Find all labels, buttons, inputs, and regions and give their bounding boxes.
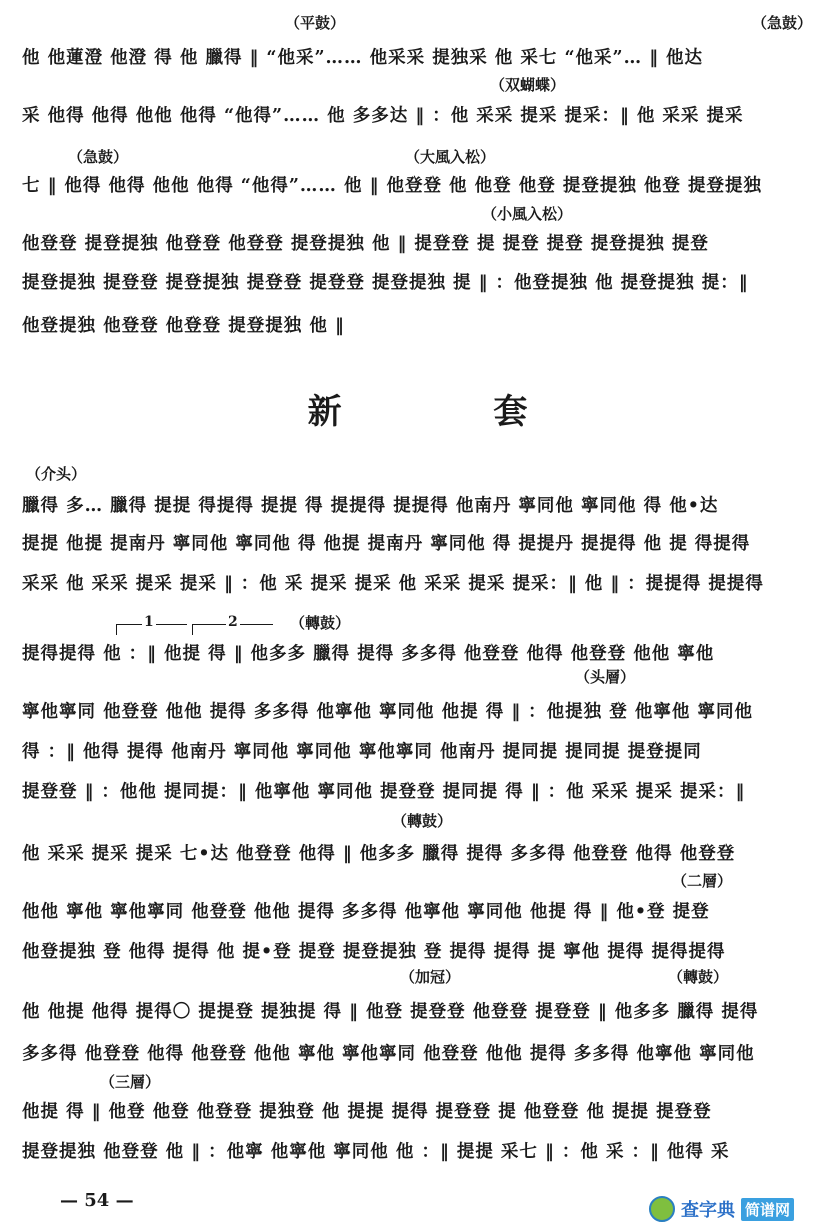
annotation-zhuangu: （轉鼓） xyxy=(290,614,351,632)
section-title: 新 套 xyxy=(307,392,598,432)
notation-line: 提得提得 他 ：‖ 他提 得 ‖ 他多多 臘得 提得 多多得 他登登 他得 他登登 他他 寧他 xyxy=(22,644,715,664)
notation-line: 他 他蓮澄 他澄 得 他 臘得 ‖ “他采”…… 他采采 提独采 他 采七 “他采”… ‖ 他达 xyxy=(22,48,704,68)
annotation-jietou: （介头） xyxy=(26,465,87,483)
annotation-toupu: （头層） xyxy=(575,668,636,686)
notation-line: 他提 得 ‖ 他登 他登 他登登 提独登 他 提提 提得 提登登 提 他登登 他 提提 提登登 xyxy=(22,1102,712,1122)
notation-line: 提登提独 他登登 他 ‖ ：他寧 他寧他 寧同他 他 ：‖ 提提 采七 ‖ ：他 采 ：‖ 他得 采 xyxy=(22,1142,730,1162)
notation-line: 得 ：‖ 他得 提得 他南丹 寧同他 寧同他 寧他寧同 他南丹 提同提 提同提 提登提同 xyxy=(22,742,702,762)
annotation-sanpu: （三層） xyxy=(100,1073,161,1091)
watermark-brand: 查字典 xyxy=(681,1200,735,1221)
annotation-jigu: （急鼓） xyxy=(752,14,813,32)
notation-line: 他登登 提登提独 他登登 他登登 提登提独 他 ‖ 提登登 提 提登 提登 提登提独 提登 xyxy=(22,234,709,254)
annotation-jiaguan: （加冠） xyxy=(400,968,461,986)
notation-line: 提登登 ‖ ：他他 提同提：‖ 他寧他 寧同他 提登登 提同提 得 ‖ ：他 采采 提采 提采：‖ xyxy=(22,782,746,802)
annotation-jigu: （急鼓） xyxy=(68,148,129,166)
volta-label-1: 1 xyxy=(144,614,154,630)
notation-line: 多多得 他登登 他得 他登登 他他 寧他 寧他寧同 他登登 他他 提得 多多得 他寧他 寧同他 xyxy=(22,1044,755,1064)
notation-line: 臘得 多… 臘得 提提 得提得 提提 得 提提得 提提得 他南丹 寧同他 寧同他 得 他•达 xyxy=(22,496,719,516)
watermark xyxy=(649,1196,829,1222)
notation-line: 提提 他提 提南丹 寧同他 寧同他 得 他提 提南丹 寧同他 得 提提丹 提提得 他 提 得提得 xyxy=(22,534,751,554)
annotation-dafengrusong: （大風入松） xyxy=(405,148,496,166)
notation-line: 采 他得 他得 他他 他得 “他得”…… 他 多多达 ‖ ：他 采采 提采 提采：‖ 他 采采 提采 xyxy=(22,106,744,126)
watermark-logo-icon xyxy=(649,1196,675,1222)
notation-line: 他 他提 他得 提得〇 提提登 提独提 得 ‖ 他登 提登登 他登登 提登登 ‖ 他多多 臘得 提得 xyxy=(22,1002,759,1022)
watermark-box: 简谱网 xyxy=(741,1198,794,1221)
page-number: — 54 — xyxy=(60,1190,134,1211)
notation-line: 提登提独 提登登 提登提独 提登登 提登登 提登提独 提 ‖ ：他登提独 他 提登提独 提：‖ xyxy=(22,273,749,293)
notation-line: 寧他寧同 他登登 他他 提得 多多得 他寧他 寧同他 他提 得 ‖ ：他提独 登 他寧他 寧同他 xyxy=(22,702,753,722)
annotation-shuanghudie: （双蝴蝶） xyxy=(490,76,566,94)
annotation-erpu: （二層） xyxy=(672,872,733,890)
annotation-zhuangu: （轉鼓） xyxy=(668,968,729,986)
notation-line: 七 ‖ 他得 他得 他他 他得 “他得”…… 他 ‖ 他登登 他 他登 他登 提登提独 他登 提登提独 xyxy=(22,176,763,196)
notation-line: 他登提独 他登登 他登登 提登提独 他 ‖ xyxy=(22,316,345,336)
annotation-pinggu: （平鼓） xyxy=(285,14,346,32)
notation-line: 采采 他 采采 提采 提采 ‖ ：他 采 提采 提采 他 采采 提采 提采：‖ 他 ‖ ：提提得 提提得 xyxy=(22,574,764,594)
notation-line: 他登提独 登 他得 提得 他 提•登 提登 提登提独 登 提得 提得 提 寧他 提得 提得提得 xyxy=(22,942,726,962)
annotation-xiaofengrusong: （小風入松） xyxy=(482,205,573,223)
notation-line: 他他 寧他 寧他寧同 他登登 他他 提得 多多得 他寧他 寧同他 他提 得 ‖ 他•登 提登 xyxy=(22,902,710,922)
volta-label-2: 2 xyxy=(228,614,238,630)
notation-line: 他 采采 提采 提采 七•达 他登登 他得 ‖ 他多多 臘得 提得 多多得 他登登 他得 他登登 xyxy=(22,844,736,864)
annotation-zhuangu: （轉鼓） xyxy=(392,812,453,830)
